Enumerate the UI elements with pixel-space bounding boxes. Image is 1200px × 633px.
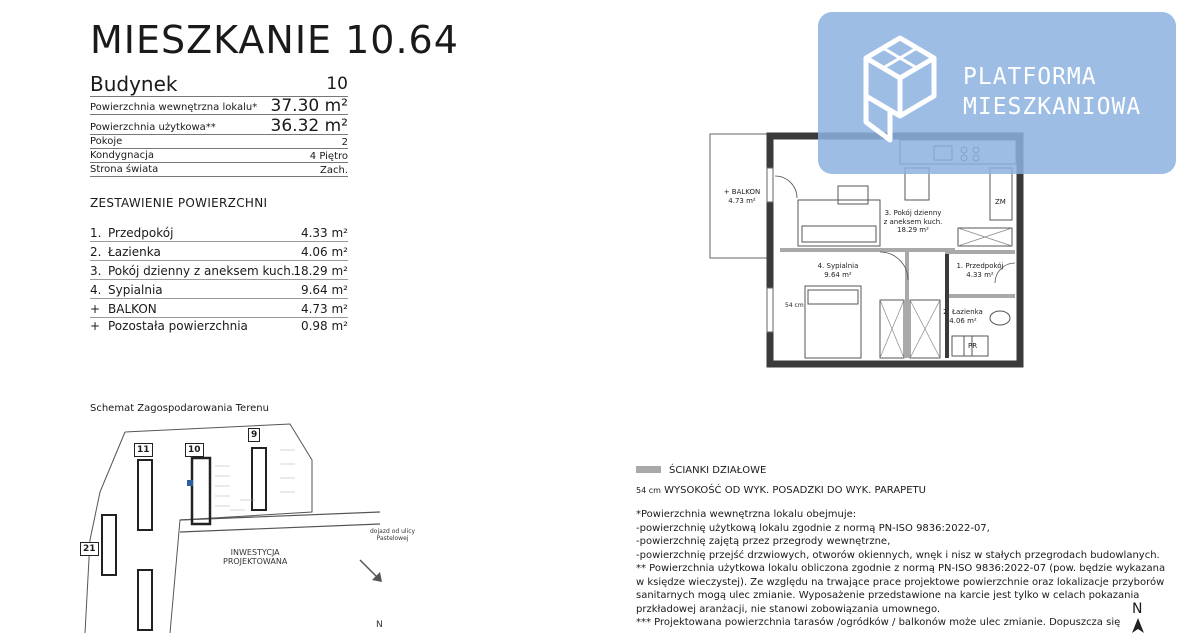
plan-washer-label: PR [968,342,978,350]
access-label [370,528,415,542]
partition-legend-swatch [636,466,661,473]
summary-row-value: 18.29 m² [293,264,348,278]
page-title: MIESZKANIE 10.64 [90,18,459,62]
plan-living-name: 3. Pokój dzienny [884,209,942,217]
summary-row-value: 0.98 m² [300,319,348,333]
floor-row [90,148,348,163]
summary-row-name: Pokój dzienny z aneksem kuch. [108,264,295,278]
partition-legend-label: ŚCIANKI DZIAŁOWE [669,465,767,476]
usable-area-label: Powierzchnia użytkowa** [90,122,216,133]
orientation-row [90,162,348,177]
summary-row [90,281,348,299]
site-map [80,420,410,633]
plan-hall-name: 1. Przedpokój [956,262,1004,270]
building-value: 10 [326,74,348,94]
north-label: N [1132,601,1143,617]
internal-area-row [90,96,348,115]
note-line: *** Projektowana powierzchnia tarasów /ogródków / balkonów może ulec zmianie. Dopuszcza się [636,617,1121,628]
summary-row-no: 4. [90,283,102,297]
plan-balcony-label [722,188,762,205]
rooms-row [90,134,348,149]
plan-balcony-name: + BALKON [723,188,761,196]
logo-line1: PLATFORMA [963,64,1097,90]
plan-living-sub: z aneksem kuch. [883,217,943,226]
plan-bedroom-area: 9.64 m² [824,270,852,279]
north-arrow-icon [1130,618,1146,633]
summary-row [90,243,348,261]
note-line: -powierzchnię przejść drzwiowych, otworów okiennych, wnęk i nisz w stałych przegrodach budowlanych. [636,549,1160,561]
summary-row [90,224,348,242]
plan-sill-label: 54 cm [785,302,804,309]
plan-hall-label [952,262,1008,279]
sill-legend-code: 54 cm [636,486,661,495]
summary-row-no: + [90,319,101,333]
sill-legend-label: WYSOKOŚĆ OD WYK. POSADZKI DO WYK. PARAPETU [664,485,926,496]
plan-bedroom-name: 4. Sypialnia [817,262,859,270]
investment-sub: PROJEKTOWANA [223,557,288,566]
note-line: -powierzchnię użytkową lokalu zgodnie z normą PN-ISO 9836:2022-07, [636,522,990,534]
plan-fridge-label: ZM [995,198,1006,206]
orientation-value: Zach. [320,165,348,176]
notes [636,508,1196,630]
access-line2: Pastelowej [376,535,409,542]
note-line: w księdze wieczystej). Ze względu na trwające prace projektowe powierzchnie oraz lokalizacje przyborów [636,576,1165,588]
summary-row-name: Pozostała powierzchnia [108,319,248,333]
site-north-label: N [376,620,383,630]
plan-hall-area: 4.33 m² [966,270,994,279]
building-9-outline [252,448,266,510]
building-row [90,70,348,97]
partition-wall [945,254,949,358]
site-map-title: Schemat Zagospodarowania Terenu [90,403,269,414]
partition-wall [945,250,1015,254]
note-line: ** Powierzchnia użytkowa lokalu obliczona zgodnie z normą PN-ISO 9836:2022-07 (pow. będzie wykazana [636,563,1166,574]
note-line: -powierzchnię zajętą przez przegrody wewnętrzne, [636,536,891,547]
plan-bedroom-label [812,262,864,279]
building-label: Budynek [90,72,178,96]
building-9-label: 9 [248,428,260,442]
usable-area-value: 36.32 m² [270,116,348,136]
summary-row-name: Przedpokój [108,226,174,240]
sill-legend [636,485,926,496]
plan-living-label [880,209,946,235]
summary-row-name: Łazienka [108,245,161,259]
partition-wall [949,294,1015,298]
summary-row-value: 4.06 m² [300,245,348,259]
summary-row-value: 4.73 m² [300,302,348,316]
summary-row-name: BALKON [108,302,157,316]
logo-text [963,62,1141,122]
internal-area-value: 37.30 m² [270,96,348,116]
building-10-outline [192,458,210,524]
logo-cube-icon [860,34,938,146]
building-21-label: 21 [80,542,99,556]
summary-row-name: Sypialnia [108,283,163,297]
rooms-label: Pokoje [90,136,123,147]
summary-row [90,317,348,334]
apartment-marker [187,480,193,486]
building-10-label: 10 [185,443,204,457]
plan-living-area: 18.29 m² [897,226,929,234]
plan-bath-area: 4.06 m² [949,316,977,325]
internal-area-label: Powierzchnia wewnętrzna lokalu* [90,102,258,113]
plan-bath-label [940,308,986,325]
plan-balcony-area: 4.73 m² [728,196,756,205]
investment-label [223,548,287,566]
summary-row-value: 9.64 m² [300,283,348,297]
building-11-label: 11 [134,443,153,457]
note-line: przkładowej aranżacji, nie stanowi zobowiązania umownego. [636,603,941,615]
floor-label: Kondygnacja [90,150,154,161]
plan-bath-name: 2. Łazienka [943,308,983,316]
rooms-value: 2 [341,137,348,148]
summary-row-no: 2. [90,245,102,259]
summary-row-value: 4.33 m² [300,226,348,240]
summary-row [90,262,348,280]
summary-row-no: 1. [90,226,102,240]
partition-wall [780,248,955,252]
access-line1: dojazd od ulicy [370,528,416,535]
orientation-label: Strona świata [90,164,159,175]
note-line: sanitarnych mogą ulec zmianie. Wyposażenie przedstawione na karcie jest tylko w celach pokazania [636,590,1140,601]
note-line: *Powierzchnia wewnętrzna lokalu obejmuje: [636,509,857,520]
usable-area-row [90,114,348,135]
summary-row-no: + [90,302,101,316]
building-11-outline [138,460,152,530]
investment-name: INWESTYCJA [230,548,280,557]
summary-row-no: 3. [90,264,102,278]
floor-value: 4 Piętro [309,151,348,162]
summary-title: ZESTAWIENIE POWIERZCHNI [90,196,268,210]
summary-row [90,300,348,318]
logo-line2: MIESZKANIOWA [963,94,1142,120]
